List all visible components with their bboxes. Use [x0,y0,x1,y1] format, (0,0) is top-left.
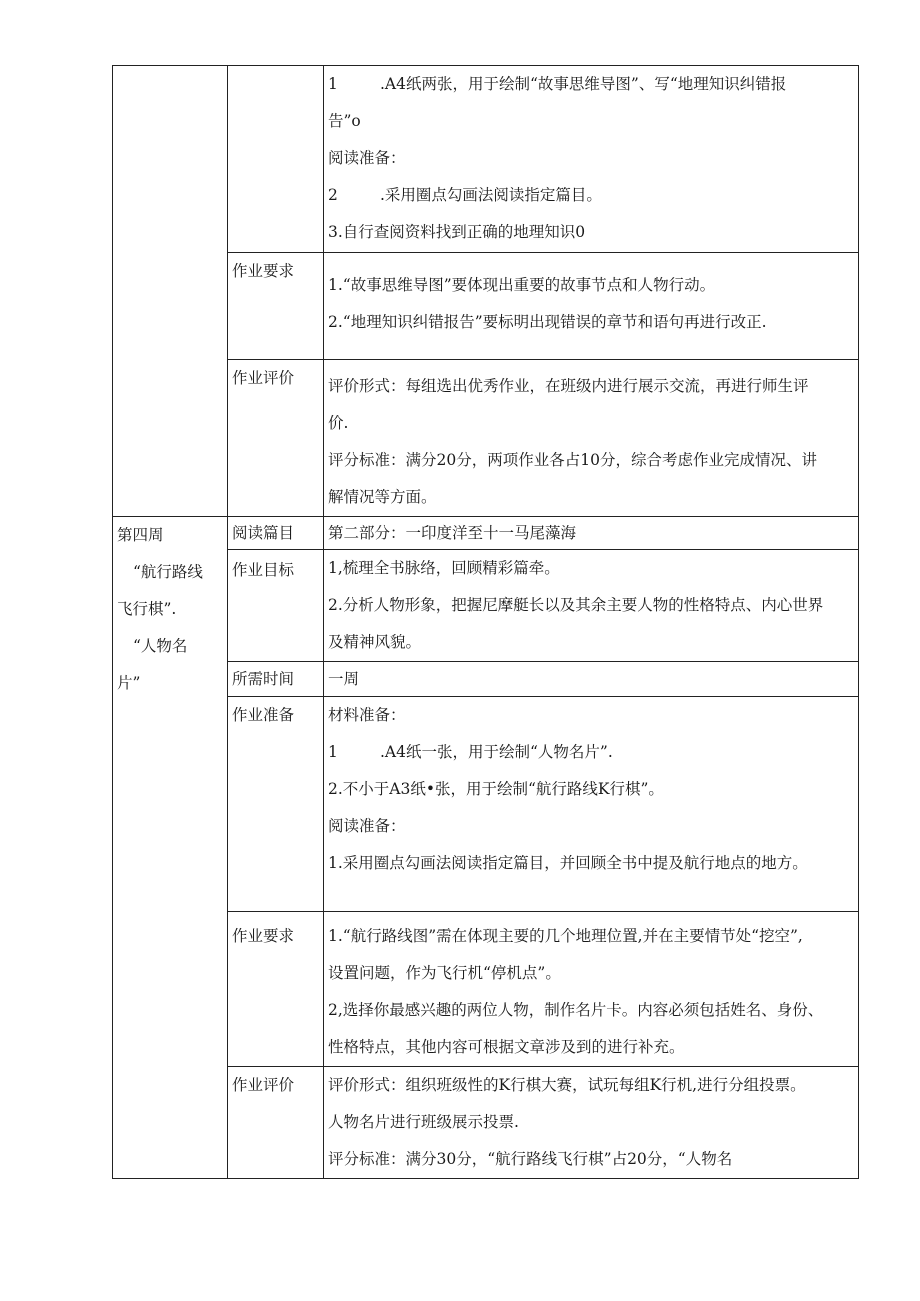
requirement-2: 2.“地理知识纠错报告”要标明出现错误的章节和语句再进行改正. [328,313,767,331]
requirements-content-cell [324,253,859,360]
reading-prep-title-week4: 阅读准备： [328,817,406,835]
material-prep-title: 材料准备： [328,706,406,724]
week-topic-line-2: “航行路线 [133,563,203,581]
material-item-1: 1 .A4纸一张，用于绘制“人物名片”. [328,743,613,761]
prep-content-cell [324,66,859,253]
prep-item-1: 1 .A4纸两张，用于绘制“故事思维导图”、写“地理知识纠错报 [328,75,787,93]
row-prep-continued [113,66,859,253]
label-requirements: 作业要求 [228,253,324,360]
label-cell-empty [228,66,324,253]
requirement-1: 1.“故事思维导图”要体现出重要的故事节点和人物行动。 [328,276,716,294]
label-evaluation-week4: 作业评价 [228,1067,324,1179]
requirement-week4-2-cont: 性格特点，其他内容可根据文章涉及到的进行补充。 [328,1038,685,1056]
label-reading: 阅读篇目 [228,517,324,550]
requirements-week4-content-cell [324,912,859,1067]
prep-item-1-cont: 告”o [328,112,361,130]
week-topic-line-3: 飞行棋”. [117,600,177,618]
label-prep: 作业准备 [228,697,324,912]
evaluation-content-cell [324,360,859,517]
evaluation-week4-form: 评价形式：组织班级性的K行棋大赛，试玩每组K行机,进行分组投票。 [328,1076,806,1094]
label-evaluation: 作业评价 [228,360,324,517]
goal-content-cell [324,550,859,662]
week-topic-line-5: 片” [117,674,141,692]
label-goal: 作业目标 [228,550,324,662]
material-item-2: 2.不小于A3纸•张，用于绘制“航行路线K行棋”。 [328,780,664,798]
reading-prep-item-1: 1.采用圈点勾画法阅读指定篇目，并回顾全书中提及航行地点的地方。 [328,854,808,872]
reading-value: 第二部分：一印度洋至十一马尾藻海 [324,517,859,550]
requirement-week4-1: 1.“航行路线图”需在体现主要的几个地理位置,并在主要情节处“挖空”, [328,927,803,945]
evaluation-week4-form-2: 人物名片进行班级展示投票. [328,1113,519,1131]
evaluation-standard: 评分标准：满分20分，两项作业各占10分，综合考虑作业完成情况、讲 [328,451,817,469]
week-title: 第四周 [117,526,164,544]
homework-plan-table [112,65,859,1179]
requirement-week4-1-cont: 设置问题，作为飞行机“停机点”。 [328,964,561,982]
evaluation-week4-content-cell [324,1067,859,1179]
label-time: 所需时间 [228,662,324,697]
reading-prep-title: 阅读准备： [328,149,406,167]
evaluation-standard-cont: 解情况等方面。 [328,488,437,506]
week-cell-week4 [113,517,228,1179]
evaluation-week4-standard: 评分标准：满分30分，“航行路线飞行棋”占20分，“人物名 [328,1150,733,1168]
prep-item-3: 3.自行查阅资料找到正确的地理知识0 [328,223,586,241]
prep-item-2: 2 .采用圈点勾画法阅读指定篇目。 [328,186,602,204]
week-cell-previous [113,66,228,517]
prep-week4-content-cell [324,697,859,912]
time-value: 一周 [324,662,859,697]
evaluation-form-cont: 价. [328,414,349,432]
label-requirements-week4: 作业要求 [228,912,324,1067]
evaluation-form: 评价形式：每组选出优秀作业，在班级内进行展示交流，再进行师生评 [328,377,809,395]
goal-2: 2.分析人物形象，把握尼摩艇长以及其余主要人物的性格特点、内心世界 [328,596,824,614]
goal-2-cont: 及精神风貌。 [328,633,422,651]
goal-1: 1,梳理全书脉络，回顾精彩篇牵。 [328,559,560,577]
week-topic-line-4: “人物名 [133,637,188,655]
requirement-week4-2: 2,选择你最感兴趣的两位人物，制作名片卡。内容必须包括姓名、身份、 [328,1001,824,1019]
row-reading-week4 [113,517,859,550]
